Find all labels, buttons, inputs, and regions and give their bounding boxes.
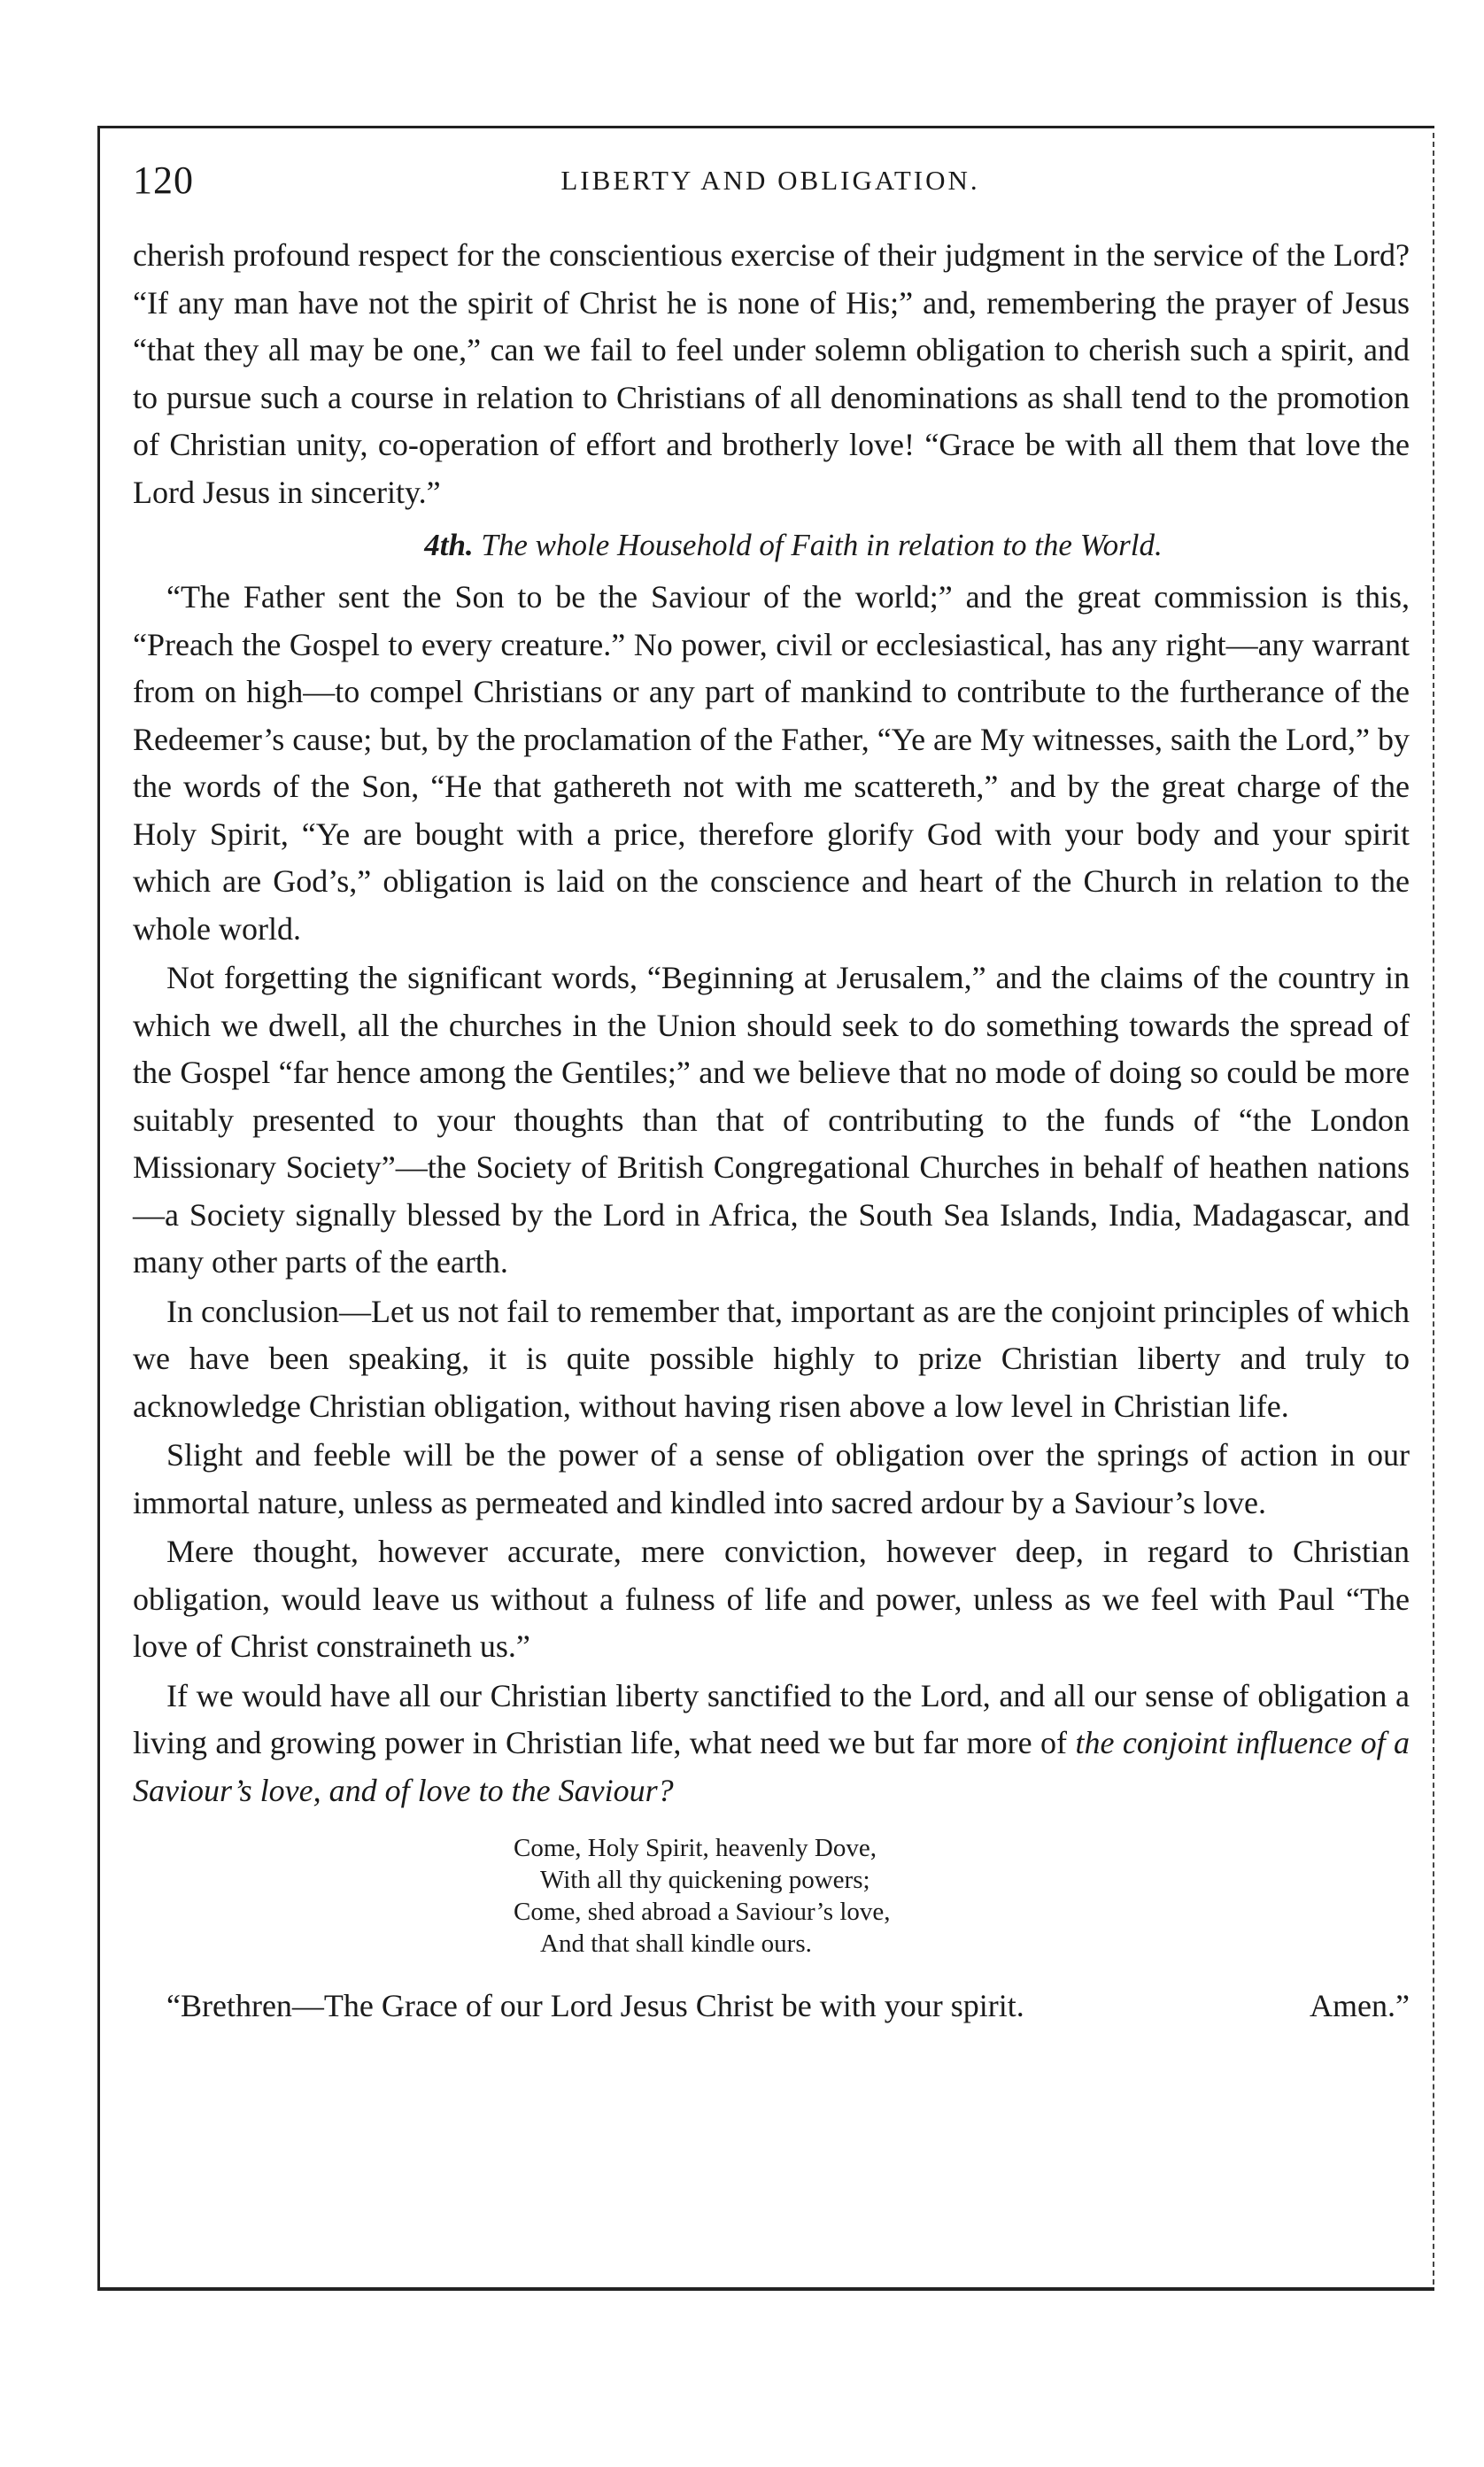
section-title: The whole Household of Faith in relation to the World. — [481, 528, 1163, 562]
verse-line: Come, shed abroad a Saviour’s love, — [514, 1898, 891, 1926]
top-rule — [97, 126, 1434, 128]
paragraph-missionary-society: Not forgetting the significant words, “Beginning at Jerusalem,” and the claims of the country in which we dwell, all the churches in the Union should seek to do something towards the spread of the Gospel “far hence among the Gentiles;” and we believe that no mode of doing so could be more suitably presented to your thoughts than that of contributing to the funds of “the London Missionary Society”—the Society of British Congregational Churches in behalf of heathen nations—a Society signally blessed by the Lord in Africa, the South Sea Islands, India, Madagascar, and many other parts of the earth. — [133, 960, 1410, 1280]
closing-benediction — [133, 1983, 1410, 2029]
verse-line: With all thy quickening powers; — [540, 1866, 870, 1894]
left-rule — [97, 126, 100, 2291]
running-head: LIBERTY AND OBLIGATION. — [560, 165, 980, 196]
section-heading — [133, 522, 1410, 568]
paragraph-sanctified-italic: the conjoint influence of a Saviour’s love, and of love to the Saviour? — [133, 1725, 1410, 1808]
paragraph-sanctified-text: If we would have all our Christian liberty sanctified to the Lord, and all our sense of obligation a living and growing power in Christian life, what need we but far more of — [133, 1677, 1410, 1760]
paragraph-conclusion: In conclusion—Let us not fail to remember that, important as are the conjoint principles of which we have been speaking, it is quite possible highly to prize Christian liberty and truly to acknowledge Christian obligation, without having risen above a low level in Christian life. — [133, 1293, 1410, 1424]
paragraph-thought: Mere thought, however accurate, mere conviction, however deep, in regard to Christian obligation, would leave us without a fulness of life and power, unless as we feel with Paul “The love of Christ constraineth us.” — [133, 1534, 1410, 1664]
opening-paragraph: cherish profound respect for the conscientious exercise of their judgment in the service of the Lord? “If any man have not the spirit of Christ he is none of His;” and, remembering the prayer of Jesus “that they all may be one,” can we fail to feel under solemn obligation to cherish such a spirit, and to pursue such a course in relation to Christians of all denominations as shall tend to the promotion of Christian unity, co-operation of effort and brotherly love! “Grace be with all them that love the Lord Jesus in sincerity.” — [133, 237, 1410, 510]
paragraph-obligation: Slight and feeble will be the power of a sense of obligation over the springs of action in our immortal nature, unless as permeated and kindled into sacred ardour by a Saviour’s love. — [133, 1437, 1410, 1520]
page-body — [133, 232, 1410, 2029]
verse-line: Come, Holy Spirit, heavenly Dove, — [514, 1834, 877, 1862]
paragraph-sanctified — [133, 1673, 1410, 1815]
hymn-verse — [133, 1832, 1410, 1960]
amen: Amen.” — [1310, 1988, 1410, 2023]
page-header — [133, 158, 1408, 211]
verse-line: And that shall kindle ours. — [540, 1930, 812, 1958]
right-rule — [1433, 133, 1434, 2285]
section-number: 4th. — [424, 528, 474, 562]
page-number: 120 — [133, 159, 194, 202]
bottom-rule — [97, 2287, 1434, 2291]
paragraph-great-commission: “The Father sent the Son to be the Saviour of the world;” and the great commission is this, “Preach the Gospel to every creature.” No power, civil or ecclesiastical, has any right—any warrant from on high—to compel Christians or any part of mankind to contribute to the furtherance of the Redeemer’s cause; but, by the proclamation of the Father, “Ye are My witnesses, saith the Lord,” by the words of the Son, “He that gathereth not with me scattereth,” and by the great charge of the Holy Spirit, “Ye are bought with a price, therefore glorify God with your body and your spirit which are God’s,” obligation is laid on the conscience and heart of the Church in relation to the whole world. — [133, 579, 1410, 947]
benediction-text: “Brethren—The Grace of our Lord Jesus Christ be with your spirit. — [166, 1988, 1024, 2023]
